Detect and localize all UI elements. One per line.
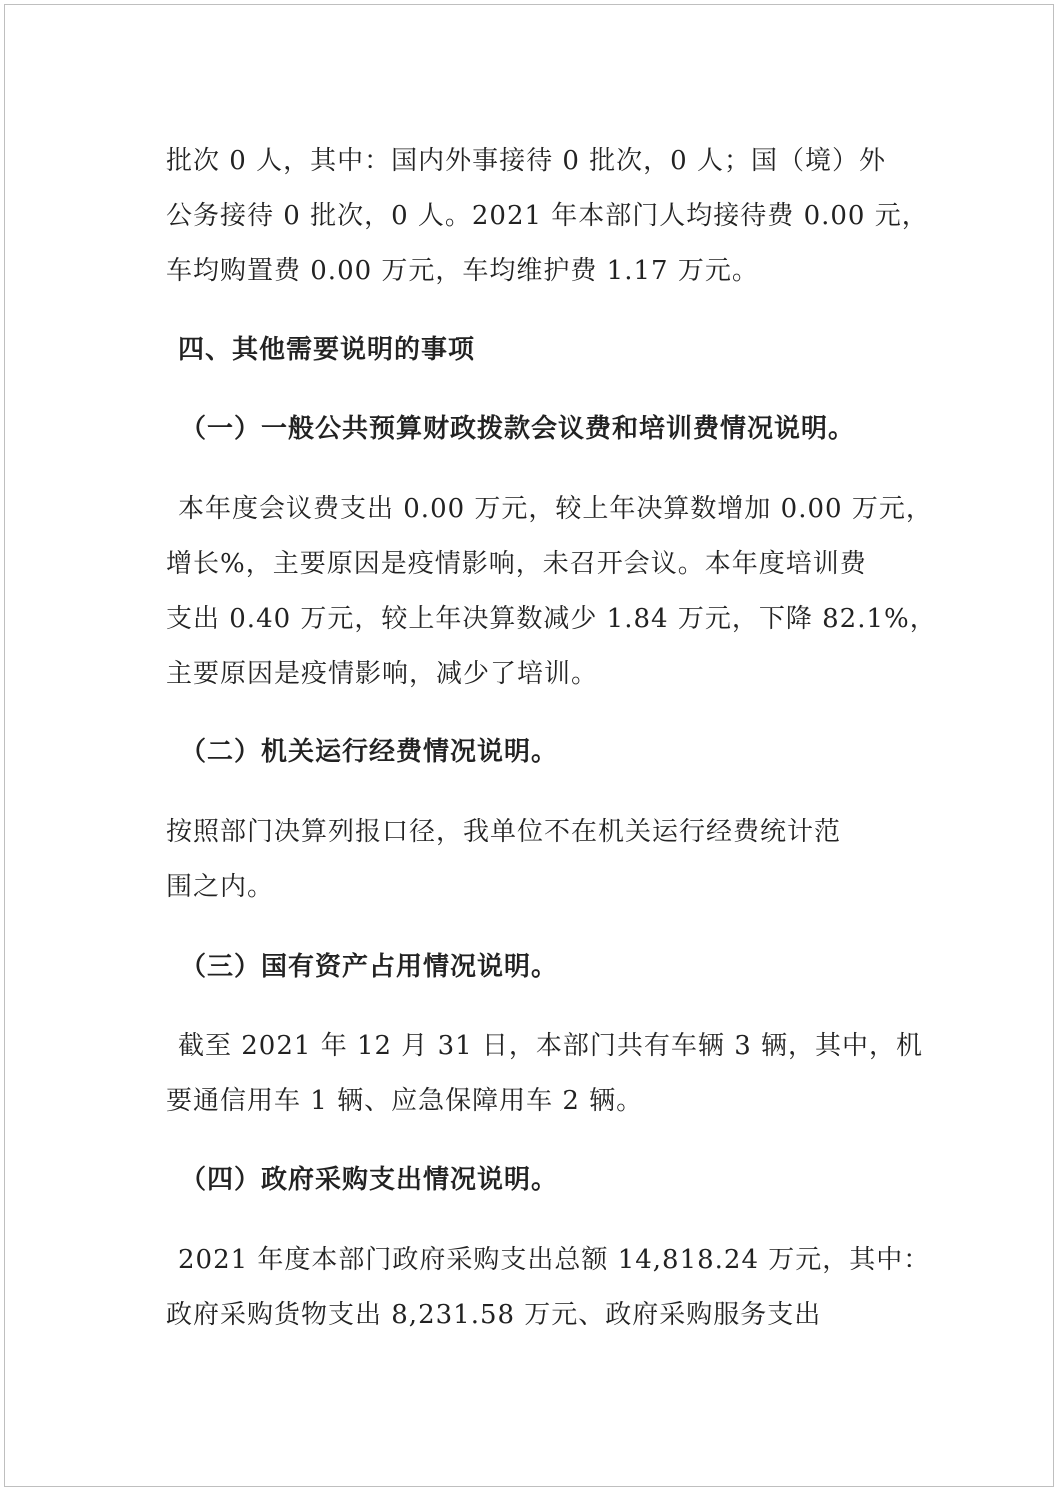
- subsection-3-heading: （三）国有资产占用情况说明。: [180, 952, 559, 982]
- paragraph-procurement-line-1: 2021 年度本部门政府采购支出总额 14,818.24 万元，其中：: [178, 1245, 931, 1275]
- paragraph-assets-line-1: 截至 2021 年 12 月 31 日，本部门共有车辆 3 辆，其中，机: [178, 1031, 923, 1061]
- paragraph-assets-line-2: 要通信用车 1 辆、应急保障用车 2 辆。: [166, 1086, 644, 1116]
- paragraph-reception-line-1: 批次 0 人，其中：国内外事接待 0 批次，0 人；国（境）外: [166, 146, 886, 176]
- paragraph-reception-line-2: 公务接待 0 批次，0 人。2021 年本部门人均接待费 0.00 元，: [166, 201, 929, 231]
- paragraph-meeting-line-3: 支出 0.40 万元，较上年决算数减少 1.84 万元，下降 82.1%，: [166, 604, 937, 634]
- paragraph-operation-line-1: 按照部门决算列报口径，我单位不在机关运行经费统计范: [166, 817, 842, 847]
- subsection-4-heading: （四）政府采购支出情况说明。: [180, 1165, 559, 1195]
- paragraph-operation-line-2: 围之内。: [166, 872, 275, 902]
- paragraph-reception-line-3: 车均购置费 0.00 万元，车均维护费 1.17 万元。: [166, 256, 759, 286]
- paragraph-meeting-line-4: 主要原因是疫情影响，减少了培训。: [166, 659, 599, 689]
- section-4-heading: 四、其他需要说明的事项: [178, 335, 476, 365]
- paragraph-meeting-line-1: 本年度会议费支出 0.00 万元，较上年决算数增加 0.00 万元，: [178, 494, 933, 524]
- subsection-2-heading: （二）机关运行经费情况说明。: [180, 737, 559, 767]
- paragraph-meeting-line-2: 增长%，主要原因是疫情影响，未召开会议。本年度培训费: [166, 549, 867, 579]
- paragraph-procurement-line-2: 政府采购货物支出 8,231.58 万元、政府采购服务支出: [166, 1300, 822, 1330]
- subsection-1-heading: （一）一般公共预算财政拨款会议费和培训费情况说明。: [180, 414, 856, 444]
